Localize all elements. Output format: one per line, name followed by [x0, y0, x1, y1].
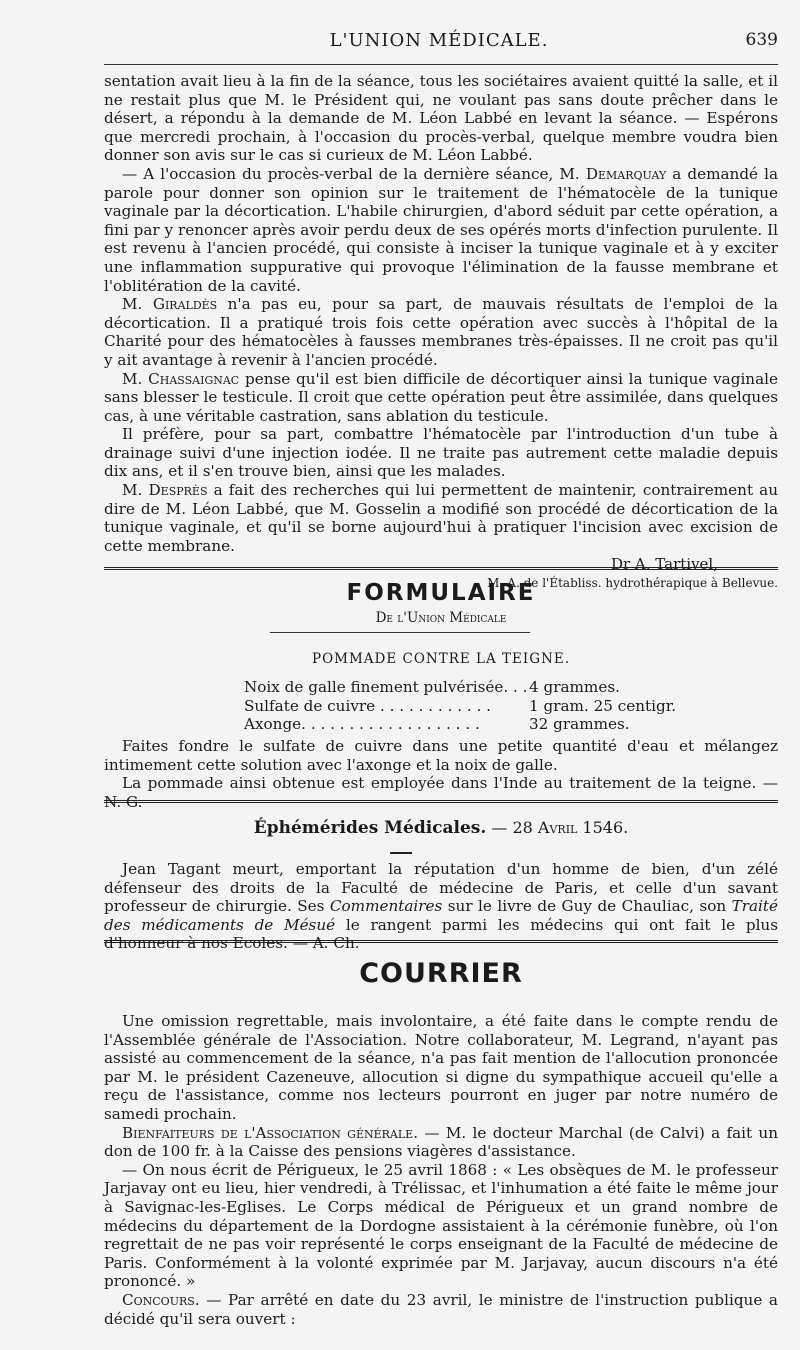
ingredient-name: Noix de galle finement pulvérisée. . .: [244, 678, 528, 696]
courrier-paragraph-concours: Concours. — Par arrêté en date du 23 avril, le ministre de l'instruction publique a décidé qu'il sera ouvert :: [104, 1290, 778, 1328]
journal-title: L'UNION MÉDICALE.: [329, 30, 549, 51]
paragraph-chassaignac: M. Chassaignac pense qu'il est bien difficile de décortiquer ainsi la tunique vaginale sans blesser le testicule. Il croit que cette opération peut être assimilée, dans quelques cas, à une véritable castration, sans ablation du testicule.: [104, 369, 778, 425]
ephemerides-title: Éphémérides Médicales.: [253, 818, 487, 838]
ingredient-name: Sulfate de cuivre . . . . . . . . . . . .: [244, 696, 492, 715]
header-rule: [104, 64, 778, 65]
paragraph-giraldes: M. Giraldès n'a pas eu, pour sa part, de mauvais résultats de l'emploi de la décortication. Il a pratiqué trois fois cette opération avec succès à l'hôpital de la Charité pour des hématocèles à fausses membranes très-épaisses. Il ne croit pas qu'il y ait avantage à revenir à l'ancien procédé.: [104, 295, 778, 369]
section-divider: [104, 567, 778, 572]
name-demarquay: Demarquay: [585, 164, 667, 183]
recipe-title: POMMADE CONTRE LA TEIGNE.: [312, 651, 570, 667]
paragraph-demarquay: — A l'occasion du procès-verbal de la dernière séance, M. Demarquay a demandé la parole pour donner son opinion sur le traitement de l'hématocèle de la tunique vaginale par la décortication. L'habile chirurgien, d'abord séduit par cette opération, a fini par y renoncer après avoir perdu deux de ses opérés morts d'infection purulente. Il est revenu à l'ancien procédé, qui consiste à inciser la tunique vaginale et à y exciter une inflammation suppurative qui provoque l'élimination de la fausse membrane et l'oblitération de la cavité.: [104, 164, 779, 295]
formulaire-title: FORMULAIRE: [346, 580, 536, 606]
paragraph-drainage: Il préfère, pour sa part, combattre l'hématocèle par l'introduction d'un tube à drainage suivi d'une injection iodée. Il ne traite pas autrement cette maladie depuis dix ans, et il s'en trouve bien, ainsi que les malades.: [104, 425, 778, 481]
ephemerides-dash: [390, 852, 412, 854]
ingredient-qty: 1 gram. 25 centigr.: [529, 696, 677, 715]
name-despres: Desprès: [148, 481, 208, 500]
formulaire-rule: [270, 632, 530, 633]
ingredient-row: [244, 678, 704, 697]
ingredient-row: [244, 697, 704, 716]
courrier-paragraph-1: Une omission regrettable, mais involontaire, a été faite dans le compte rendu de l'Assemblée générale de l'Association. Notre collaborateur, M. Legrand, n'ayant pas assisté au commencement de la séance, n'a pas fait mention de l'allocution prononcée par M. le président Cazeneuve, allocution si digne du sympathique accueil qu'elle a reçu de l'assistance, comme nos lecteurs pourront en juger par notre numéro de samedi prochain.: [104, 1012, 778, 1123]
ingredient-qty: 32 grammes.: [529, 715, 630, 734]
recipe-ingredients: [244, 678, 704, 734]
section-divider: [104, 800, 778, 805]
courrier-title: COURRIER: [359, 958, 523, 989]
ingredient-row: [244, 715, 704, 734]
recipe-note: La pommade ainsi obtenue est employée dans l'Inde au traitement de la teigne. — N. G.: [104, 774, 778, 811]
signature-title: M.-A. de l'Établiss. hydrothérapique à Bellevue.: [487, 576, 778, 591]
section-divider: [104, 940, 778, 945]
page-header: [100, 30, 778, 60]
recipe-instructions: Faites fondre le sulfate de cuivre dans une petite quantité d'eau et mélangez intimement cette solution avec l'axonge et la noix de galle.: [104, 737, 778, 774]
courrier-paragraph-bienfaiteurs: Bienfaiteurs de l'Association générale. — M. le docteur Marchal (de Calvi) a fait un don de 100 fr. à la Caisse des pensions viagères d'assistance.: [104, 1123, 779, 1161]
paragraph-1: sentation avait lieu à la fin de la séance, tous les sociétaires avaient quitté la salle, et il ne restait plus que M. le Président qui, ne voulant pas sans doute prêcher dans le désert, a répondu à la demande de M. Léon Labbé en levant la séance. — Espérons que mercredi prochain, à l'occasion du procès-verbal, quelque membre voudra bien donner son avis sur le cas si curieux de M. Léon Labbé.: [104, 72, 778, 165]
concours-label: Concours.: [122, 1290, 200, 1309]
courrier-paragraph-obseques: — On nous écrit de Périgueux, le 25 avril 1868 : « Les obsèques de M. le professeur Jarjavay ont eu lieu, hier vendredi, à Trélissac, et l'inhumation a été faite le même jour à Savignac-les-Eglises. Le Corps médical de Périgueux et un grand nombre de médecins du département de la Dordogne assistaient à la cérémonie funèbre, où l'on regrettait de ne pas voir représenté le corps enseignant de la Faculté de médecine de Paris. Conformément à la volonté exprimée par M. Jarjavay, aucun discours n'a été prononcé. »: [104, 1160, 778, 1291]
courrier-body: [104, 1012, 778, 1328]
ingredient-name: Axonge. . . . . . . . . . . . . . . . . . .: [244, 715, 480, 734]
ephemerides-date: — 28 Avril 1546.: [486, 818, 629, 837]
name-giraldes: Giraldès: [152, 295, 218, 314]
paragraph-despres: M. Desprès a fait des recherches qui lui permettent de maintenir, contrairement au dire de M. Léon Labbé, que M. Gosselin a modifié son procédé de décortication de la tunique vaginale, et qu'il se borne aujourd'hui à pratiquer l'incision avec excision de cette membrane.: [104, 481, 778, 555]
page-number: 639: [745, 30, 778, 50]
name-chassaignac: Chassaignac: [148, 369, 240, 388]
ephemerides-text: Jean Tagant meurt, emportant la réputation d'un homme de bien, d'un zélé défenseur des droits de la Faculté de médecine de Paris, et celle d'un savant professeur de chirurgie. Ses Commentaires sur le livre de Guy de Chauliac, son Traité des médicaments de Mésué le rangent parmi les médecins qui ont fait le plus d'honneur à nos Ecoles. — A. Ch.: [104, 860, 778, 953]
bienfaiteurs-label: Bienfaiteurs de l'Association générale.: [122, 1123, 419, 1142]
section-seance: [104, 72, 778, 593]
ingredient-qty: 4 grammes.: [529, 678, 620, 696]
ephemerides-heading: [104, 818, 778, 838]
formulaire-subtitle: De l'Union Médicale: [375, 610, 507, 626]
signature-name: Dr A. Tartivel,: [610, 555, 718, 574]
